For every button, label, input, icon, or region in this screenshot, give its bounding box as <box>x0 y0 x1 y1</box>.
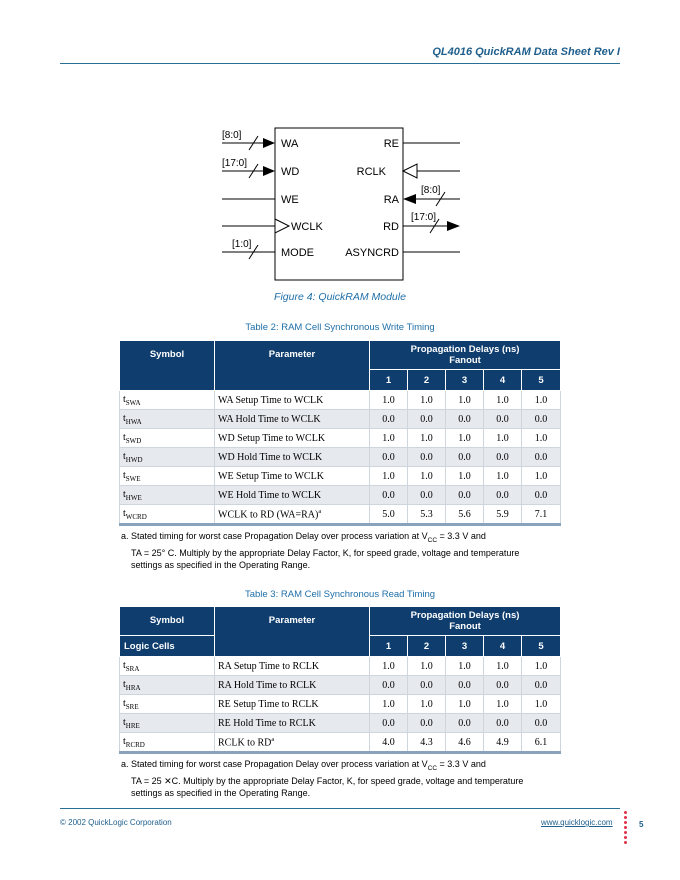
pin-re: RE <box>383 138 399 150</box>
delay-value-cell: 0.0 <box>522 486 561 505</box>
quickram-module-diagram <box>0 0 680 300</box>
delay-value-cell: 0.0 <box>484 714 522 733</box>
footer-copyright: © 2002 QuickLogic Corporation <box>60 818 172 827</box>
table3-note-line2: TA = 25 ✕C. Multiply by the appropriate Delay Factor, K, for speed grade, voltage and temperature <box>131 775 524 786</box>
delay-value-cell: 0.0 <box>446 676 484 695</box>
table2-note-line1: a. Stated timing for worst case Propagation Delay over process variation at $V_{CC} = 3.3$ V and <box>121 531 486 544</box>
table2-note-line2: TA = 25° C. Multiply by the appropriate Delay Factor, K, for speed grade, voltage and temperature <box>131 547 520 558</box>
bus-width-wd: [17:0] <box>222 158 248 169</box>
delay-value-cell: 1.0 <box>446 657 484 676</box>
pin-we: WE <box>281 194 299 206</box>
delay-value-cell: 1.0 <box>522 657 561 676</box>
table3-fanout-label: Fanout <box>449 621 481 632</box>
footer-website-link[interactable]: www.quicklogic.com <box>541 818 613 827</box>
table-row <box>120 676 561 695</box>
bus-width-rd: [17:0] <box>411 212 437 223</box>
table2-fanout-4: 4 <box>484 370 522 391</box>
delay-value-cell: 6.1 <box>522 733 561 753</box>
delay-value-cell: 4.9 <box>484 733 522 753</box>
parameter-cell: RE Setup Time to RCLK <box>215 695 370 714</box>
parameter-cell: WA Hold Time to WCLK <box>215 410 370 429</box>
table2-delays-label: Propagation Delays (ns) <box>410 344 520 355</box>
bus-width-mode: [1:0] <box>232 239 252 250</box>
delay-value-cell: 1.0 <box>484 429 522 448</box>
pin-asyncrd: ASYNCRD <box>345 247 399 259</box>
delay-value-cell: 0.0 <box>522 448 561 467</box>
delay-value-cell: 1.0 <box>446 391 484 410</box>
delay-value-cell: 1.0 <box>484 657 522 676</box>
table3-logic-cells-subheader: Logic Cells <box>120 636 215 657</box>
delay-value-cell: 1.0 <box>408 391 446 410</box>
delay-value-cell: 4.0 <box>370 733 408 753</box>
table2-caption: Table 2: RAM Cell Synchronous Write Timing <box>245 322 435 333</box>
delay-value-cell: 4.6 <box>446 733 484 753</box>
pin-rclk: RCLK <box>356 166 386 178</box>
symbol-cell: $t_{HWD}$ <box>120 448 215 467</box>
delay-value-cell: 0.0 <box>408 410 446 429</box>
table3-fanout-4: 4 <box>484 636 522 657</box>
parameter-cell: WD Hold Time to WCLK <box>215 448 370 467</box>
table2-symbol-header: Symbol <box>120 341 215 391</box>
symbol-cell: $t_{SWA}$ <box>120 391 215 410</box>
bus-width-wa: [8:0] <box>222 130 242 141</box>
pin-wclk: WCLK <box>291 221 323 233</box>
delay-value-cell: 1.0 <box>522 695 561 714</box>
parameter-cell: WA Setup Time to WCLK <box>215 391 370 410</box>
table2-parameter-header: Parameter <box>215 341 370 391</box>
pin-mode: MODE <box>281 247 314 259</box>
delay-value-cell: 0.0 <box>370 486 408 505</box>
parameter-cell: WD Setup Time to WCLK <box>215 429 370 448</box>
parameter-cell: WE Setup Time to WCLK <box>215 467 370 486</box>
symbol-cell: $t_{HWA}$ <box>120 410 215 429</box>
table2-write-timing <box>119 340 561 526</box>
delay-value-cell: 0.0 <box>370 448 408 467</box>
delay-value-cell: 1.0 <box>408 695 446 714</box>
table-row <box>120 391 561 410</box>
symbol-cell: $t_{WCRD}$ <box>120 505 215 525</box>
table3-note-line1: a. Stated timing for worst case Propagation Delay over process variation at $V_{CC} = 3.3$ V and <box>121 759 486 772</box>
delay-value-cell: 1.0 <box>484 391 522 410</box>
pin-ra: RA <box>383 194 399 206</box>
table3-symbol-header: Symbol <box>120 607 215 636</box>
table3-parameter-header: Parameter <box>215 607 370 657</box>
table-row <box>120 410 561 429</box>
table3-read-timing <box>119 606 561 754</box>
table3-fanout-2: 2 <box>408 636 446 657</box>
delay-value-cell: 1.0 <box>484 467 522 486</box>
delay-value-cell: 0.0 <box>446 410 484 429</box>
delay-value-cell: 1.0 <box>370 429 408 448</box>
table-row <box>120 429 561 448</box>
delay-value-cell: 0.0 <box>370 676 408 695</box>
delay-value-cell: 0.0 <box>446 486 484 505</box>
table-row <box>120 733 561 753</box>
table2-fanout-3: 3 <box>446 370 484 391</box>
table2-delays-header <box>370 341 561 370</box>
delay-value-cell: 1.0 <box>370 695 408 714</box>
delay-value-cell: 1.0 <box>370 657 408 676</box>
parameter-cell: RCLK to $RD^a$ <box>215 733 370 753</box>
delay-value-cell: 0.0 <box>370 714 408 733</box>
delay-value-cell: 1.0 <box>370 391 408 410</box>
symbol-cell: $t_{HRE}$ <box>120 714 215 733</box>
delay-value-cell: 0.0 <box>484 448 522 467</box>
delay-value-cell: 0.0 <box>408 714 446 733</box>
delay-value-cell: 1.0 <box>522 467 561 486</box>
delay-value-cell: 1.0 <box>446 429 484 448</box>
delay-value-cell: 0.0 <box>408 676 446 695</box>
delay-value-cell: 1.0 <box>446 695 484 714</box>
table-row <box>120 714 561 733</box>
delay-value-cell: 5.6 <box>446 505 484 525</box>
delay-value-cell: 1.0 <box>522 429 561 448</box>
delay-value-cell: 5.9 <box>484 505 522 525</box>
table-row <box>120 695 561 714</box>
delay-value-cell: 1.0 <box>484 695 522 714</box>
delay-value-cell: 0.0 <box>484 486 522 505</box>
footer-dots-decoration <box>624 811 628 847</box>
table2-footnote <box>121 530 551 571</box>
delay-value-cell: 0.0 <box>522 714 561 733</box>
table2-note-line3: settings as specified in the Operating Range. <box>131 559 311 570</box>
bus-width-ra: [8:0] <box>421 185 441 196</box>
table2-fanout-1: 1 <box>370 370 408 391</box>
table2-fanout-label: Fanout <box>449 355 481 366</box>
delay-value-cell: 1.0 <box>408 657 446 676</box>
table3-delays-header <box>370 607 561 636</box>
table3-fanout-1: 1 <box>370 636 408 657</box>
footer-rule <box>60 808 620 809</box>
delay-value-cell: 0.0 <box>370 410 408 429</box>
table3-footnote <box>121 758 551 799</box>
pin-wa: WA <box>281 138 299 150</box>
figure-caption: Figure 4: QuickRAM Module <box>274 291 406 303</box>
table3-caption: Table 3: RAM Cell Synchronous Read Timing <box>244 589 436 600</box>
delay-value-cell: 5.3 <box>408 505 446 525</box>
delay-value-cell: 0.0 <box>408 486 446 505</box>
symbol-cell: $t_{SRE}$ <box>120 695 215 714</box>
delay-value-cell: 0.0 <box>484 410 522 429</box>
table-row <box>120 657 561 676</box>
delay-value-cell: 0.0 <box>484 676 522 695</box>
delay-value-cell: 1.0 <box>408 429 446 448</box>
table2-fanout-5: 5 <box>522 370 561 391</box>
delay-value-cell: 1.0 <box>446 467 484 486</box>
symbol-cell: $t_{HRA}$ <box>120 676 215 695</box>
pin-rd: RD <box>383 221 399 233</box>
table-row <box>120 448 561 467</box>
parameter-cell: WE Hold Time to WCLK <box>215 486 370 505</box>
delay-value-cell: 0.0 <box>408 448 446 467</box>
delay-value-cell: 1.0 <box>408 467 446 486</box>
symbol-cell: $t_{SWD}$ <box>120 429 215 448</box>
table3-fanout-3: 3 <box>446 636 484 657</box>
table3-delays-label: Propagation Delays (ns) <box>410 610 520 621</box>
delay-value-cell: 1.0 <box>522 391 561 410</box>
delay-value-cell: 4.3 <box>408 733 446 753</box>
table-row <box>120 486 561 505</box>
symbol-cell: $t_{RCRD}$ <box>120 733 215 753</box>
delay-value-cell: 7.1 <box>522 505 561 525</box>
table-row <box>120 467 561 486</box>
table2-fanout-2: 2 <box>408 370 446 391</box>
symbol-cell: $t_{SRA}$ <box>120 657 215 676</box>
parameter-cell: WCLK to RD (WA=RA)$^a$ <box>215 505 370 525</box>
table-row <box>120 505 561 525</box>
page-number: 5 <box>639 820 644 829</box>
pin-wd: WD <box>281 166 300 178</box>
delay-value-cell: 1.0 <box>370 467 408 486</box>
delay-value-cell: 0.0 <box>522 410 561 429</box>
delay-value-cell: 5.0 <box>370 505 408 525</box>
delay-value-cell: 0.0 <box>446 714 484 733</box>
delay-value-cell: 0.0 <box>446 448 484 467</box>
symbol-cell: $t_{SWE}$ <box>120 467 215 486</box>
symbol-cell: $t_{HWE}$ <box>120 486 215 505</box>
header-title: QL4016 QuickRAM Data Sheet Rev I <box>432 46 620 58</box>
parameter-cell: RA Setup Time to RCLK <box>215 657 370 676</box>
parameter-cell: RA Hold Time to RCLK <box>215 676 370 695</box>
table3-fanout-5: 5 <box>522 636 561 657</box>
parameter-cell: RE Hold Time to RCLK <box>215 714 370 733</box>
table3-note-line3: settings as specified in the Operating Range. <box>131 787 311 798</box>
delay-value-cell: 0.0 <box>522 676 561 695</box>
